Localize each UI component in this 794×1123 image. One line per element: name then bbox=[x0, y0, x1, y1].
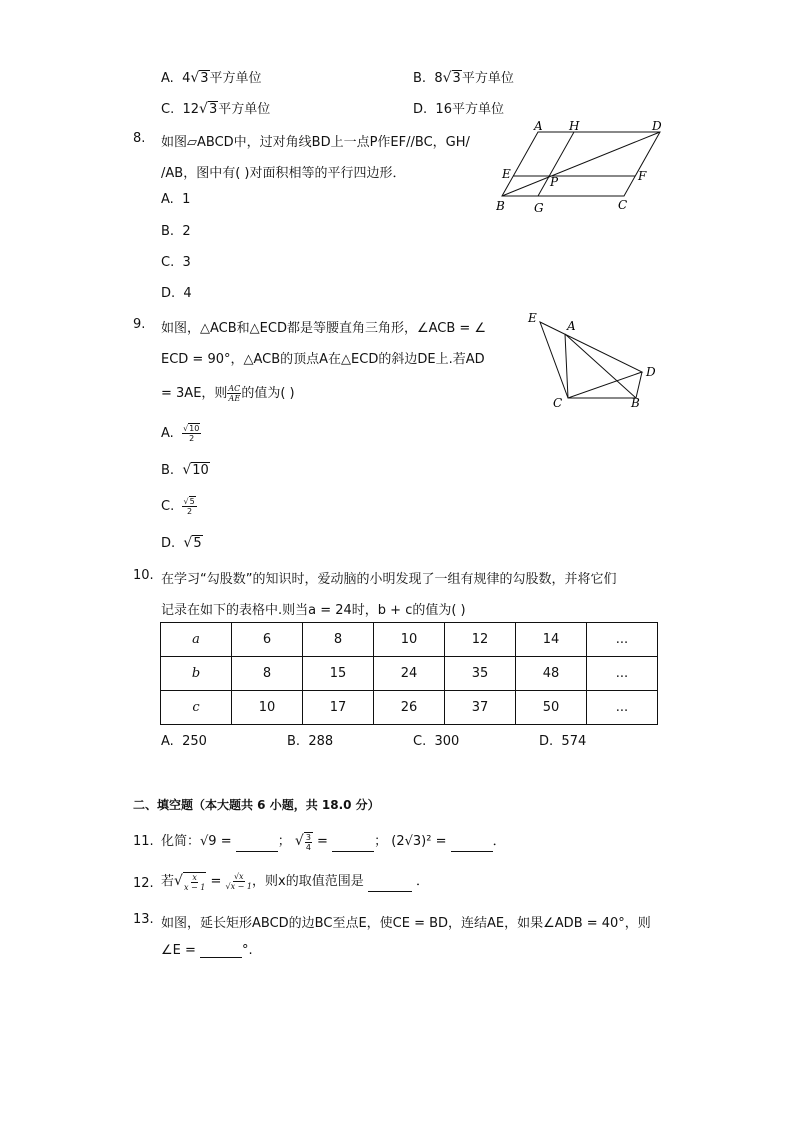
table-cell: 37 bbox=[445, 691, 516, 725]
table-cell: 17 bbox=[303, 691, 374, 725]
q8-option-a: A. 1 bbox=[161, 192, 191, 207]
q9-label-C: C bbox=[553, 396, 563, 410]
table-cell: 48 bbox=[516, 657, 587, 691]
q8-text-line1: 如图▱ABCD中，过对角线BD上一点P作EF//BC，GH/ bbox=[161, 135, 470, 150]
q9-number: 9. bbox=[133, 317, 146, 332]
q8-label-C: C bbox=[618, 198, 628, 212]
q9-label-A: A bbox=[567, 319, 576, 333]
q10-option-c: C. 300 bbox=[413, 734, 460, 749]
q9-option-a: A. $\frac{√10}{2}$ bbox=[161, 424, 200, 443]
q9-option-d: D. √5 bbox=[161, 535, 202, 551]
table-cell: ... bbox=[587, 623, 658, 657]
table-cell: ... bbox=[587, 657, 658, 691]
answer-blank[interactable] bbox=[451, 851, 493, 852]
section-title: 二、填空题（本大题共 6 小题，共 18.0 分） bbox=[133, 798, 380, 812]
table-cell: 35 bbox=[445, 657, 516, 691]
table-cell: 10 bbox=[374, 623, 445, 657]
q8-label-A: A bbox=[534, 119, 543, 133]
q10-option-a: A. 250 bbox=[161, 734, 207, 749]
q8-label-F: F bbox=[638, 169, 647, 183]
table-cell: 50 bbox=[516, 691, 587, 725]
q10-option-d: D. 574 bbox=[539, 734, 587, 749]
q9-triangle-figure bbox=[520, 308, 670, 410]
q13-number: 13. bbox=[133, 912, 154, 927]
q7-option-c: C. 12√3平方单位 bbox=[161, 101, 271, 117]
table-cell: 12 bbox=[445, 623, 516, 657]
q8-option-d: D. 4 bbox=[161, 286, 192, 301]
table-cell: 6 bbox=[232, 623, 303, 657]
q11-text: 化简：√9 = ； √ $\frac{3}{4}$ = ； (2√3)² = ． bbox=[161, 832, 506, 852]
table-row bbox=[161, 691, 658, 725]
table-cell: ... bbox=[587, 691, 658, 725]
q7-option-a: A. 4√3平方单位 bbox=[161, 70, 262, 86]
answer-blank[interactable] bbox=[236, 851, 278, 852]
q7-option-d: D. 16平方单位 bbox=[413, 102, 504, 117]
answer-blank[interactable] bbox=[368, 891, 412, 892]
table-cell: c bbox=[161, 691, 232, 725]
q11-number: 11. bbox=[133, 834, 154, 849]
q9-option-c: C. $\frac{√5}{2}$ bbox=[161, 497, 195, 516]
q8-option-c: C. 3 bbox=[161, 255, 191, 270]
q9-text-line3: = 3AE，则 $\frac{AC}{AE}$ 的值为( ) bbox=[161, 384, 295, 403]
q8-text-line2: /AB，图中有( )对面积相等的平行四边形． bbox=[161, 166, 406, 181]
pythagorean-table bbox=[160, 622, 658, 725]
q9-text-line2: ECD = 90°，△ACB的顶点A在△ECD的斜边DE上.若AD bbox=[161, 352, 485, 367]
q8-number: 8. bbox=[133, 131, 146, 146]
q8-label-D: D bbox=[652, 119, 662, 133]
q10-option-b: B. 288 bbox=[287, 734, 334, 749]
q8-label-P: P bbox=[550, 175, 559, 189]
q12-number: 12. bbox=[133, 876, 154, 891]
table-cell: 15 bbox=[303, 657, 374, 691]
table-cell: b bbox=[161, 657, 232, 691]
q9-label-D: D bbox=[646, 365, 656, 379]
q8-parallelogram-figure bbox=[496, 118, 672, 218]
table-cell: 14 bbox=[516, 623, 587, 657]
q7-option-b: B. 8√3平方单位 bbox=[413, 70, 514, 86]
q9-label-E: E bbox=[528, 311, 537, 325]
q13-text-line1: 如图，延长矩形ABCD的边BC至点E，使CE = BD，连结AE，如果∠ADB = 40°，则 bbox=[161, 916, 651, 931]
q10-text-line2: 记录在如下的表格中.则当a = 24时，b + c的值为( ) bbox=[161, 603, 466, 618]
q8-label-E: E bbox=[502, 167, 511, 181]
q8-option-b: B. 2 bbox=[161, 224, 191, 239]
table-cell: 24 bbox=[374, 657, 445, 691]
q13-text-line2: ∠E = °. bbox=[161, 943, 253, 958]
q9-label-B: B bbox=[631, 396, 640, 410]
table-cell: 8 bbox=[303, 623, 374, 657]
table-cell: 26 bbox=[374, 691, 445, 725]
q8-label-G: G bbox=[534, 201, 544, 215]
answer-blank[interactable] bbox=[200, 957, 242, 958]
q10-text-line1: 在学习“勾股数”的知识时，爱动脑的小明发现了一组有规律的勾股数，并将它们 bbox=[161, 572, 617, 587]
table-row bbox=[161, 623, 658, 657]
q10-number: 10. bbox=[133, 568, 154, 583]
q8-label-B: B bbox=[496, 199, 505, 213]
table-row bbox=[161, 657, 658, 691]
table-cell: a bbox=[161, 623, 232, 657]
q9-option-b: B. √10 bbox=[161, 462, 209, 478]
table-cell: 10 bbox=[232, 691, 303, 725]
table-cell: 8 bbox=[232, 657, 303, 691]
q8-label-H: H bbox=[569, 119, 580, 133]
q12-text: 若√ $\frac{x}{x - 1}$ = $\frac{√x}{√x - 1}$ ，则x的取值范围是 ． bbox=[161, 872, 429, 892]
q9-text-line1: 如图，△ACB和△ECD都是等腰直角三角形，∠ACB = ∠ bbox=[161, 321, 487, 336]
answer-blank[interactable] bbox=[332, 851, 374, 852]
